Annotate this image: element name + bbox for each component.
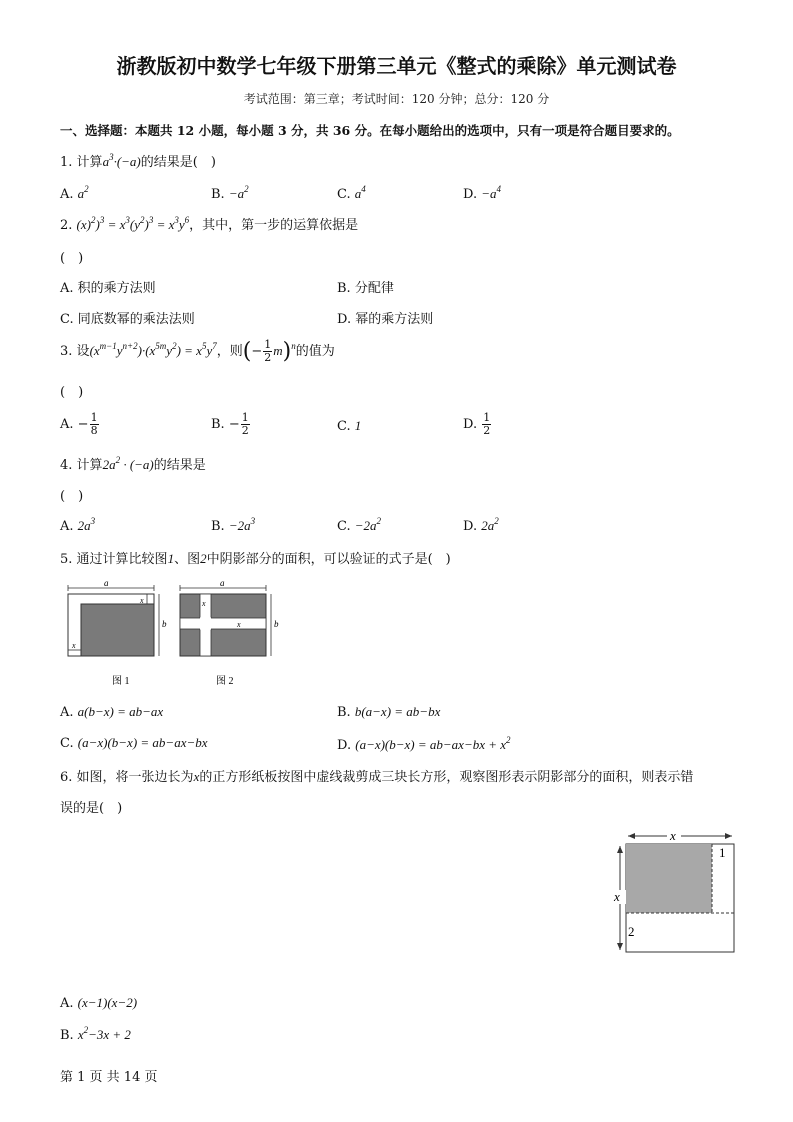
q6-option-b[interactable]: B. $x^2-3x + 2$ xyxy=(60,1025,131,1043)
page-footer: 第 1 页 共 14 页 xyxy=(60,1070,158,1085)
question-6-cont: 误的是( ) xyxy=(60,801,123,816)
q6-label-x-left: x xyxy=(614,889,620,904)
fig2-label-x-mid: x xyxy=(237,620,241,629)
fig1-label-a: a xyxy=(104,578,109,588)
q5-option-d[interactable]: D. $(a-x)(b-x) = ab-ax-bx + x^2$ xyxy=(337,735,511,753)
question-5: 5. 通过计算比较图1、图2中阴影部分的面积，可以验证的式子是( ) xyxy=(60,551,451,567)
q4-paren: ( ) xyxy=(60,489,84,504)
q4-option-a[interactable]: A. $2a^3$ xyxy=(60,516,96,534)
q5-figure-2 xyxy=(180,578,279,687)
fig1-caption: 图 1 xyxy=(112,676,130,687)
fig1-label-x-top: x xyxy=(140,596,144,605)
section-heading: 一、选择题：本题共 12 小题，每小题 3 分，共 36 分。在每小题给出的选项中，只有一项是符合题目要求的。 xyxy=(60,123,680,138)
q5-option-c[interactable]: C. (a−x)(b−x) = ab−ax−bx xyxy=(60,735,208,751)
exam-info: 考试范围：第三章；考试时间：120 分钟；总分：120 分 xyxy=(243,92,550,106)
q4-option-c[interactable]: C. $-2a^2$ xyxy=(337,516,382,534)
fig2-label-b: b xyxy=(274,619,279,629)
q2-option-d[interactable]: D. 幂的乘方法则 xyxy=(337,312,434,327)
q1-option-d[interactable]: D. $-a^4$ xyxy=(463,184,502,202)
q3-expr: $(x^{m-1}y^{n+2})\cdot(x^{5m}y^2) = x^5y^7$ xyxy=(89,341,217,358)
fig1-label-b: b xyxy=(162,619,167,629)
q1-post: 的结果是( ) xyxy=(140,155,216,170)
q3-option-d[interactable]: D. $\frac{1}{2}$ xyxy=(463,411,491,437)
q4-option-b[interactable]: B. $-2a^3$ xyxy=(211,516,256,534)
q1-number: 1. xyxy=(60,155,77,170)
q5-figure-1 xyxy=(68,578,167,687)
q4-expr: $2a^2 \cdot (-a)$ xyxy=(102,455,154,472)
q1-option-b[interactable]: B. $-a^2$ xyxy=(211,184,249,202)
q2-option-b[interactable]: B. 分配律 xyxy=(337,281,394,296)
q6-label-1: 1 xyxy=(719,845,726,860)
q6-label-x-top: x xyxy=(670,828,676,843)
q1-option-a[interactable]: A. $a^2$ xyxy=(60,184,89,202)
q4-option-d[interactable]: D. $2a^2$ xyxy=(463,516,499,534)
q6-option-a[interactable]: A. (x−1)(x−2) xyxy=(60,995,138,1011)
q2-option-a[interactable]: A. 积的乘方法则 xyxy=(60,281,156,296)
q1-expr: $a^3\cdot(-a)$ xyxy=(102,152,141,169)
fig2-label-x-top: x xyxy=(202,599,206,608)
q3-paren: ( ) xyxy=(60,385,84,400)
q6-figure xyxy=(608,826,740,958)
q6-label-2: 2 xyxy=(628,924,635,939)
q5-figures xyxy=(60,578,290,690)
question-6: 6. 如图，将一张边长为x的正方形纸板按图中虚线裁剪成三块长方形，观察图形表示阴影部分的面积，则表示错 xyxy=(60,769,694,785)
question-3: 3. 设$(x^{m-1}y^{n+2})\cdot(x^{5m}y^2) = x^5y^7$，则(− $\frac{1}{2}$ m)$^n$的值为 xyxy=(60,338,335,364)
q3-option-b[interactable]: B. − $\frac{1}{2}$ xyxy=(211,411,249,437)
question-4: 4. 计算$2a^2 \cdot (-a)$的结果是 xyxy=(60,455,206,473)
question-1 xyxy=(60,151,216,170)
q2-paren: ( ) xyxy=(60,251,84,266)
q2-option-c[interactable]: C. 同底数幂的乘法法则 xyxy=(60,312,195,327)
q1-option-c[interactable]: C. $a^4$ xyxy=(337,184,366,202)
fig1-label-x-left: x xyxy=(72,641,76,650)
q2-expr: $(x)^2)^3 = x^3(y^2)^3 = x^3y^6$ xyxy=(76,215,190,232)
q3-option-a[interactable]: A. − $\frac{1}{8}$ xyxy=(60,411,98,437)
fig2-label-a: a xyxy=(220,578,225,588)
q1-pre: 计算 xyxy=(76,155,103,170)
fig2-caption: 图 2 xyxy=(216,676,234,687)
page-title: 浙教版初中数学七年级下册第三单元《整式的乘除》单元测试卷 xyxy=(116,54,677,78)
q5-option-a[interactable]: A. a(b−x) = ab−ax xyxy=(60,704,164,720)
question-2: 2. $(x)^2)^3 = x^3(y^2)^3 = x^3y^6$，其中，第一步的运算依据是 xyxy=(60,215,359,233)
q5-option-b[interactable]: B. b(a−x) = ab−bx xyxy=(337,704,441,720)
q3-option-c[interactable]: C. 1 xyxy=(337,418,362,434)
q3-fraction-expr: (− $\frac{1}{2}$ m)$^n$ xyxy=(242,338,296,364)
